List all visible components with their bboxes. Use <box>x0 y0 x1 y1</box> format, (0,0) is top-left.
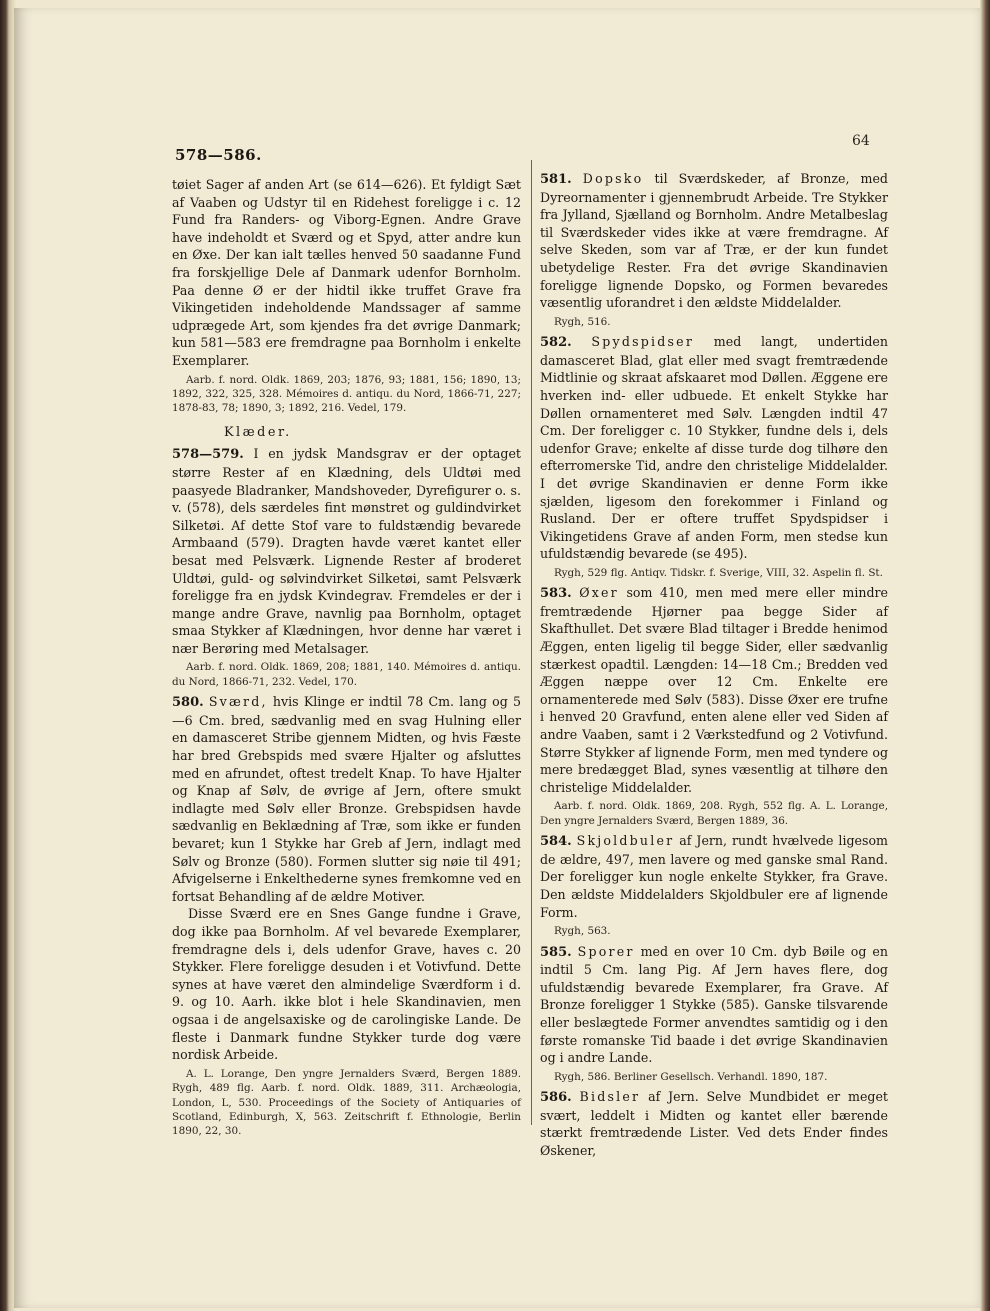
entry-number: 585. <box>540 944 572 960</box>
intro-paragraph: tøiet Sager af anden Art (se 614—626). Et fyldigt Sæt af Vaaben og Udstyr til en Ridehest foreligge i c. 12 Fund fra Randers- og Viborg-Egnen. Andre Grave have indeholdt et Sværd og et Spyd, atter andre kun en Øxe. Der kan ialt tælles henved 50 saadanne Fund fra forskjellige Dele af Danmark udenfor Bornholm. Paa denne Ø er der hidtil ikke truffet Grave fra Vikingetiden indeholdende Mandssager af samme udprægede Art, som kjendes fra det øvrige Danmark; kun 581—583 ere fremdragne paa Bornholm i enkelte Exemplarer. <box>172 177 521 368</box>
entry-term: Øxer <box>579 585 619 601</box>
entry-reference: Rygh, 563. <box>554 925 611 938</box>
entry-584 <box>540 832 888 921</box>
entry-number: 584. <box>540 834 572 850</box>
entry-reference: Rygh, 516. <box>554 315 611 328</box>
entry-580 <box>172 693 521 905</box>
entry-number: 580. <box>172 695 204 711</box>
entry-number: 586. <box>540 1090 572 1106</box>
entry-term: Skjoldbuler <box>576 833 675 849</box>
entry-text: som 410, men med mere eller mindre fremtrædende Hjørner paa begge Sider af Skafthullet. Det svære Blad tiltager i Bredde henimod Æggen, enten ligelig til begge Sider, eller sædvanlig stærkest opadtil. Længden: 14—18 Cm.; Bredden ved Æggen næppe over 12 Cm. Enkelte ere ornamenterede med Sølv (583). Disse Øxer ere trufne i henved 20 Gravfund, enten alene eller ved Siden af andre Vaaben, samt i 2 Værkstedfund og 2 Votivfund. Større Stykker af lignende Form, men med tyndere og mere bredægget Blad, synes væsentlig at tilhøre den christelige Middelalder. <box>540 585 888 795</box>
page-number: 64 <box>852 133 870 149</box>
entry-text: af Jern. Selve Mundbidet er meget svært, leddelt i Midten og kantet eller bærende stærkt fremtrædende Lister. Ved dets Ender findes Øskener, <box>540 1089 888 1158</box>
entry-text: hvis Klinge er indtil 78 Cm. lang og 5—6 Cm. bred, sædvanlig med en svag Hulning eller en damasceret Stribe gjennem Midten, og hvis Fæste har bred Grebspids med svære Hjalter og afsluttes med en afrundet, oftest tredelt Knap. To have Hjalter og Knap af Sølv, de øvrige af Jern, oftere smukt indlagte med Sølv eller Bronze. Grebspidsen havde sædvanlig en Beklædning af Træ, som ikke er funden bevaret; kun 1 Stykke har Greb af Jern, indlagt med Sølv og Bronze (580). Formen slutter sig nøie til 491; Afvigelserne i Enkelthederne synes fremkomne ved en fortsat Behandling af de ældre Motiver. <box>172 694 521 904</box>
entry-term: Sporer <box>577 943 635 959</box>
entry-586 <box>540 1088 888 1159</box>
entry-585 <box>540 943 888 1067</box>
entry-582 <box>540 333 888 563</box>
entry-number: 583. <box>540 586 572 602</box>
entry-reference: A. L. Lorange, Den yngre Jernalders Sværd, Bergen 1889. Rygh, 489 flg. Aarb. f. nord. Oldk. 1889, 311. Archæologia, London, L, 530. Proceedings of the Society of Antiquaries of Scotland, Edinburgh, X, 563. Zeitschrift f. Ethnologie, Berlin 1890, 22, 30. <box>172 1067 521 1138</box>
entry-reference: Rygh, 586. Berliner Gesellsch. Verhandl. 1890, 187. <box>554 1070 828 1083</box>
entry-number: 581. <box>540 172 572 187</box>
entry-text: med langt, undertiden damasceret Blad, glat eller med svagt fremtrædende Midtlinie og skraat afskaaret mod Døllen. Æggene ere hverken ind- eller udbuede. Et enkelt Stykke har Døllen ornamenteret med Sølv. Længden indtil 47 Cm. Der foreligger c. 10 Stykker, fundne dels i, dels udenfor Grave; enkelte af disse turde dog tilhøre den efterromerske Tid, andre den christelige Middelalder. I det øvrige Skandinavien er denne Form ikke sjælden, ligesom den forekommer i Finland og Rusland. Der er oftere truffet Spydspidser i Vikingetidens Grave af anden Form, men stedse kun ufuldstændig bevarede (se 495). <box>540 334 888 562</box>
intro-reference: Aarb. f. nord. Oldk. 1869, 203; 1876, 93; 1881, 156; 1890, 13; 1892, 322, 325, 328. Mémoires d. antiqu. du Nord, 1866-71, 227; 1878-83, 78; 1890, 3; 1892, 216. Vedel, 179. <box>172 373 521 415</box>
right-column <box>540 170 888 1160</box>
entry-reference: Aarb. f. nord. Oldk. 1869, 208; 1881, 140. Mémoires d. antiqu. du Nord, 1866-71, 232. Vedel, 170. <box>172 661 521 688</box>
entry-578 <box>172 445 521 657</box>
running-header-range: 578—586. <box>175 146 262 164</box>
entry-text: I en jydsk Mandsgrav er der optaget større Rester af en Klædning, dels Uldtøi med paasyede Bladranker, Mandshoveder, Dyrefigurer o. s. v. (578), dels særdeles fint mønstret og guldindvirket Silketøi. Af dette Stof vare to fuldstændig bevarede Armbaand (579). Dragten havde været kantet eller besat med Pelsværk. Lignende Rester af broderet Uldtøi, guld- og sølvindvirket Silketøi, samt Pelsværk foreligge fra en jydsk Kvindegrav. Fremdeles er der i mange andre Grave, navnlig paa Bornholm, optaget smaa Stykker af Klædningen, hvor denne har været i nær Berøring med Metalsager. <box>172 446 521 656</box>
page-right-edge <box>980 0 990 1311</box>
entry-number: 578—579. <box>172 447 244 463</box>
left-column <box>172 176 521 1143</box>
entry-reference: Aarb. f. nord. Oldk. 1869, 208. Rygh, 552 flg. A. L. Lorange, Den yngre Jernalders Sværd, Bergen 1889, 36. <box>540 800 888 827</box>
entry-paragraph: Disse Sværd ere en Snes Gange fundne i Grave, dog ikke paa Bornholm. Af vel bevarede Exemplarer, fremdragne dels i, dels udenfor Grave, haves c. 20 Stykker. Flere foreligge desuden i et Votivfund. Dette synes at have været den almindelige Sværdform i d. 9. og 10. Aarh. ikke blot i hele Skandinavien, men ogsaa i de angelsaxiske og de carolingiske Lande. De fleste i Danmark fundne Stykker turde dog være nordisk Arbeide. <box>172 906 521 1063</box>
entry-number: 582. <box>540 335 572 351</box>
entry-reference: Rygh, 529 flg. Antiqv. Tidskr. f. Sverige, VIII, 32. Aspelin fl. St. <box>554 566 883 579</box>
entry-term: Dopsko <box>582 171 644 186</box>
entry-583 <box>540 584 888 796</box>
section-heading: Klæder. <box>224 424 292 440</box>
entry-term: Bidsler <box>579 1089 641 1105</box>
entry-text: med en over 10 Cm. dyb Bøile og en indtil 5 Cm. lang Pig. Af Jern haves flere, dog ufuldstændig bevarede Exemplarer, fra Grave. Af Bronze foreligger 1 Stykke (585). Ganske tilsvarende eller beslægtede Former anvendtes samtidig og i den første romanske Tid baade i det øvrige Skandinavien og i andre Lande. <box>540 943 888 1066</box>
entry-581 <box>540 170 888 312</box>
entry-text: til Sværdskeder, af Bronze, med Dyreornamenter i gjennembrudt Arbeide. Tre Stykker fra Jylland, Sjælland og Bornholm. Andre Metalbeslag til Sværdskeder vides ikke at være fremdragne. Af selve Skeden, som var af Træ, er der kun fundet ubetydelige Rester. Fra det øvrige Skandinavien foreligge lignende Dopsko, og Formen bevaredes væsentlig uforandret i den ældste Middelalder. <box>540 171 888 311</box>
entry-text: af Jern, rundt hvælvede ligesom de ældre, 497, men lavere og med ganske smal Rand. Der foreligger kun nogle enkelte Stykker, fra Grave. Den ældste Middelalders Skjoldbuler ere af lignende Form. <box>540 833 888 920</box>
entry-term: Spydspidser <box>591 334 695 350</box>
entry-term: Sværd, <box>208 694 268 710</box>
column-divider <box>531 160 532 1125</box>
